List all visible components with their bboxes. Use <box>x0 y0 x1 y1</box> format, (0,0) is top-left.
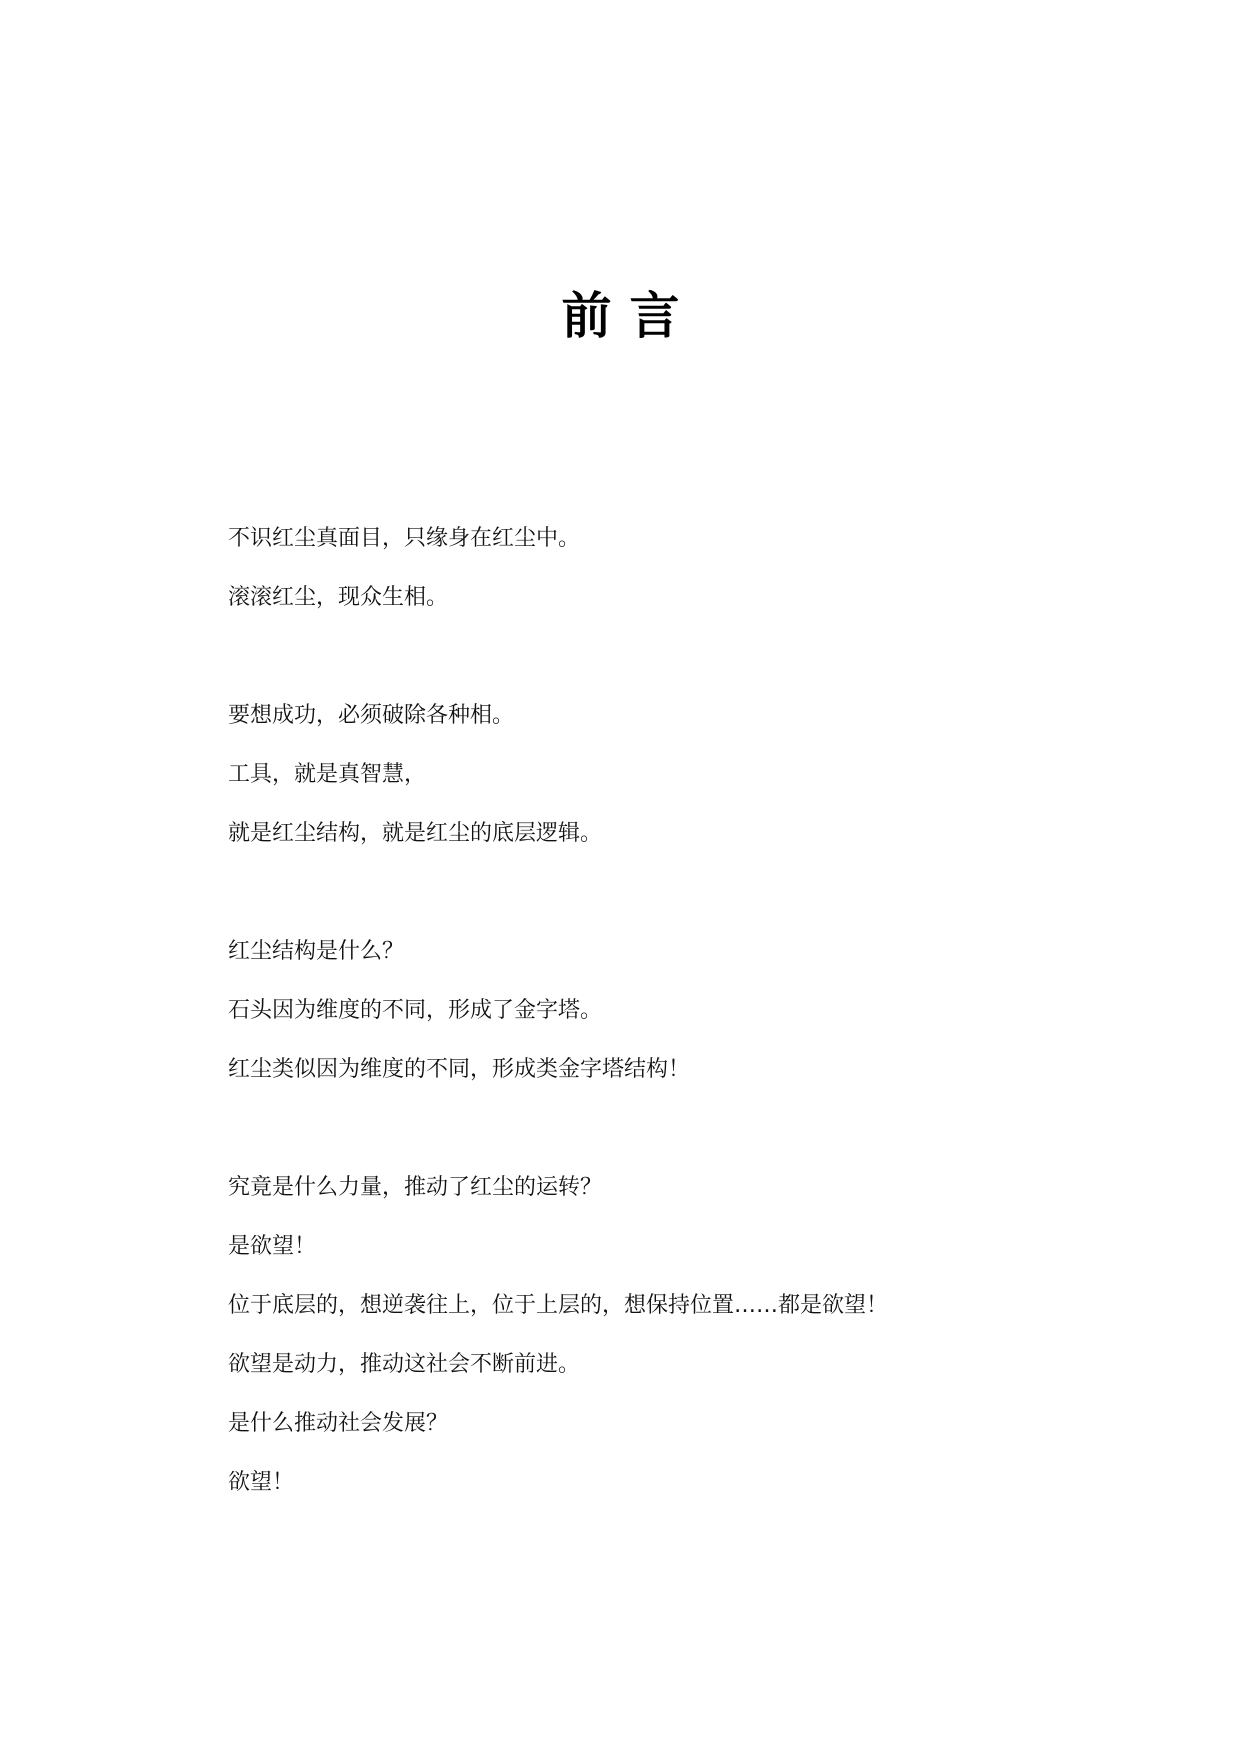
text-line: 工具，就是真智慧， <box>228 762 427 787</box>
text-line: 要想成功，必须破除各种相。 <box>228 703 515 728</box>
text-line: 位于底层的，想逆袭往上，位于上层的，想保持位置……都是欲望！ <box>228 1293 889 1318</box>
page-title: 前言 <box>561 287 698 345</box>
text-line: 是欲望！ <box>228 1234 317 1259</box>
text-line: 不识红尘真面目，只缘身在红尘中。 <box>228 526 581 551</box>
text-line: 红尘结构是什么？ <box>228 939 405 964</box>
text-line: 究竟是什么力量，推动了红尘的运转？ <box>228 1175 603 1200</box>
text-line: 红尘类似因为维度的不同，形成类金字塔结构！ <box>228 1057 691 1082</box>
text-line: 欲望是动力，推动这社会不断前进。 <box>228 1352 581 1377</box>
text-line: 欲望！ <box>228 1470 295 1495</box>
text-line: 就是红尘结构，就是红尘的底层逻辑。 <box>228 821 603 846</box>
text-line: 石头因为维度的不同，形成了金字塔。 <box>228 998 603 1023</box>
text-line: 滚滚红尘，现众生相。 <box>228 585 449 610</box>
text-line: 是什么推动社会发展？ <box>228 1411 449 1436</box>
